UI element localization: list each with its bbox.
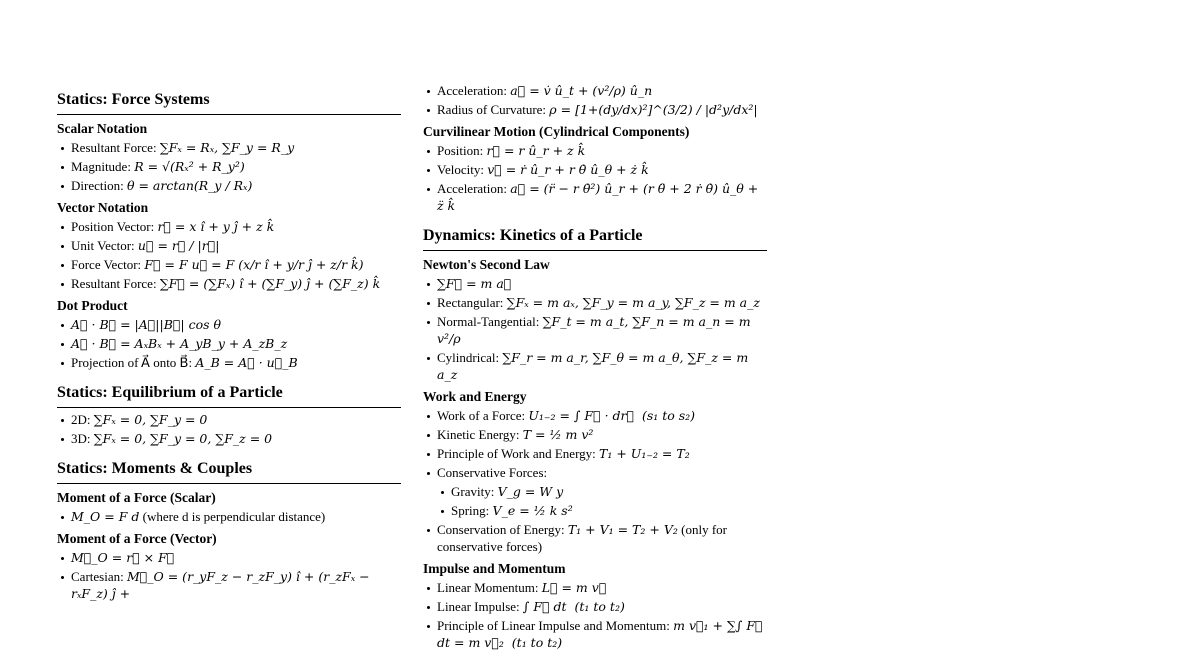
formula-item (437, 502, 767, 519)
formula-math: ∑F⃗ = m a⃗ (437, 276, 512, 291)
formula-item (423, 142, 767, 159)
formula-math: L⃗ = m v⃗ (541, 580, 607, 595)
formula-label: Acceleration: (437, 83, 511, 98)
formula-item (423, 180, 767, 214)
formula-math: A⃗ · B⃗ = |A⃗||B⃗| cos θ (71, 317, 222, 332)
formula-label: Cylindrical: (437, 350, 503, 365)
formula-math: ∑Fₓ = Rₓ, ∑F_y = R_y (159, 140, 295, 155)
formula-label: Cartesian: (71, 569, 127, 584)
formula-label: Position Vector: (71, 219, 158, 234)
formula-list (57, 549, 401, 602)
formula-label: Kinetic Energy: (437, 427, 523, 442)
formula-item (423, 598, 767, 615)
formula-item (57, 568, 401, 602)
formula-math: ∑F_r = m a_r, ∑F_θ = m a_θ, ∑F_z = m a_z (437, 350, 753, 382)
formula-math: F⃗ = F u⃗ = F (x/r î + y/r ĵ + z/r k̂) (144, 257, 364, 272)
subsection-title: Moment of a Force (Vector) (57, 531, 217, 546)
section-title: Statics: Force Systems (57, 90, 401, 115)
formula-label: Spring: (451, 503, 493, 518)
formula-label: Resultant Force: (71, 276, 160, 291)
formula-math: V_g = W y (497, 484, 564, 499)
formula-math: a⃗ = (r̈ − r θ̇²) û_r + (r θ̈ + 2 ṙ θ̇) û_θ + z̈ k̂ (437, 181, 763, 213)
formula-item (423, 426, 767, 443)
formula-math: A⃗ · B⃗ = AₓBₓ + A_yB_y + A_zB_z (71, 336, 288, 351)
subsection-title: Work and Energy (423, 389, 527, 404)
formula-item (423, 101, 767, 118)
formula-label: Work of a Force: (437, 408, 529, 423)
formula-math: ∑F⃗ = (∑Fₓ) î + (∑F_y) ĵ + (∑F_z) k̂ (159, 276, 381, 291)
formula-list (423, 142, 767, 214)
formula-math: θ = arctan(R_y / Rₓ) (126, 178, 253, 193)
formula-item (57, 139, 401, 156)
formula-math: v⃗ = ṙ û_r + r θ̇ û_θ + ż k̂ (487, 162, 649, 177)
formula-item (57, 316, 401, 333)
subsection-title: Vector Notation (57, 200, 149, 215)
formula-math: ∑Fₓ = 0, ∑F_y = 0 (93, 412, 208, 427)
formula-math: ∑Fₓ = 0, ∑F_y = 0, ∑F_z = 0 (93, 431, 273, 446)
formula-label: Conservation of Energy: (437, 522, 568, 537)
formula-label: Normal-Tangential: (437, 314, 543, 329)
formula-math: M⃗_O = (r_yF_z − r_zF_y) î + (r_zFₓ − rₓF_z) ĵ + (71, 569, 374, 601)
subsection-title: Moment of a Force (Scalar) (57, 490, 216, 505)
formula-list (57, 218, 401, 292)
formula-list (423, 407, 767, 555)
formula-label: Radius of Curvature: (437, 102, 550, 117)
formula-item (423, 313, 767, 347)
formula-list (423, 82, 767, 118)
formula-label: Magnitude: (71, 159, 135, 174)
formula-math: T₁ + U₁₋₂ = T₂ (599, 446, 690, 461)
formula-math: T = ½ m v² (522, 427, 594, 442)
formula-label: Conservative Forces: (437, 465, 548, 480)
formula-list (423, 275, 767, 383)
formula-label: 3D: (71, 431, 94, 446)
formula-label: Gravity: (451, 484, 498, 499)
formula-math: a⃗ = v̇ û_t + (v²/ρ) û_n (510, 83, 653, 98)
subsection-title: Scalar Notation (57, 121, 148, 136)
formula-item (423, 294, 767, 311)
formula-item (423, 617, 767, 651)
formula-list (57, 411, 401, 447)
formula-math: ρ = [1+(dy/dx)²]^(3/2) / |d²y/dx²| (549, 102, 758, 117)
formula-label: Principle of Linear Impulse and Momentum: (437, 618, 674, 633)
section-title: Statics: Equilibrium of a Particle (57, 383, 401, 408)
formula-item (57, 158, 401, 175)
formula-note: (where d is perpendicular distance) (139, 509, 326, 524)
formula-item (57, 177, 401, 194)
formula-item (423, 161, 767, 178)
formula-item (437, 483, 767, 500)
formula-math: m v⃗₁ + ∑∫ F⃗ dt = m v⃗₂ (t₁ to t₂) (437, 618, 767, 650)
formula-item (57, 508, 401, 525)
formula-math: u⃗ = r⃗ / |r⃗| (137, 238, 220, 253)
formula-note: (only for conservative forces) (437, 522, 727, 554)
formula-item (57, 218, 401, 235)
formula-item (57, 354, 401, 371)
section-title: Statics: Moments & Couples (57, 459, 401, 484)
formula-label: Principle of Work and Energy: (437, 446, 600, 461)
left-column (57, 90, 401, 604)
formula-math: M_O = F d (71, 509, 140, 524)
formula-item (57, 430, 401, 447)
formula-math: A_B = A⃗ · u⃗_B (195, 355, 298, 370)
formula-math: V_e = ½ k s² (492, 503, 573, 518)
formula-math: T₁ + V₁ = T₂ + V₂ (567, 522, 678, 537)
formula-label: Force Vector: (71, 257, 145, 272)
formula-item (423, 407, 767, 424)
formula-math: r⃗ = x î + y ĵ + z k̂ (157, 219, 275, 234)
formula-item (57, 256, 401, 273)
formula-item (57, 275, 401, 292)
formula-label: Acceleration: (437, 181, 511, 196)
formula-label: Resultant Force: (71, 140, 160, 155)
formula-list (57, 139, 401, 194)
formula-list (57, 508, 401, 525)
right-column (423, 80, 767, 653)
formula-label: Direction: (71, 178, 127, 193)
formula-math: M⃗_O = r⃗ × F⃗ (71, 550, 175, 565)
formula-label: Rectangular: (437, 295, 507, 310)
formula-list (423, 579, 767, 651)
formula-item (57, 237, 401, 254)
formula-math: ∑Fₓ = m aₓ, ∑F_y = m a_y, ∑F_z = m a_z (506, 295, 760, 310)
section-title: Dynamics: Kinetics of a Particle (423, 226, 767, 251)
formula-label: 2D: (71, 412, 94, 427)
formula-item (57, 549, 401, 566)
formula-item (423, 464, 767, 481)
formula-math: U₁₋₂ = ∫ F⃗ · dr⃗ (s₁ to s₂) (528, 408, 696, 423)
formula-math: ∑F_t = m a_t, ∑F_n = m a_n = m v²/ρ (437, 314, 755, 346)
formula-item (423, 82, 767, 99)
formula-label: Linear Momentum: (437, 580, 542, 595)
subsection-title: Dot Product (57, 298, 128, 313)
formula-item (57, 411, 401, 428)
formula-label: Projection of A⃗ onto B⃗: (71, 355, 196, 370)
formula-label: Unit Vector: (71, 238, 138, 253)
subsection-title: Impulse and Momentum (423, 561, 566, 576)
subsection-title: Curvilinear Motion (Cylindrical Components) (423, 124, 690, 139)
formula-label: Velocity: (437, 162, 488, 177)
formula-label: Linear Impulse: (437, 599, 523, 614)
formula-label: Position: (437, 143, 487, 158)
formula-list (57, 316, 401, 371)
subsection-title: Newton's Second Law (423, 257, 550, 272)
formula-item (423, 275, 767, 292)
formula-math: ∫ F⃗ dt (t₁ to t₂) (522, 599, 625, 614)
formula-math: r⃗ = r û_r + z k̂ (486, 143, 586, 158)
formula-item (423, 521, 767, 555)
formula-item (423, 579, 767, 596)
formula-math: R = √(Rₓ² + R_y²) (134, 159, 245, 174)
formula-item (423, 445, 767, 462)
formula-item (423, 349, 767, 383)
formula-item (57, 335, 401, 352)
